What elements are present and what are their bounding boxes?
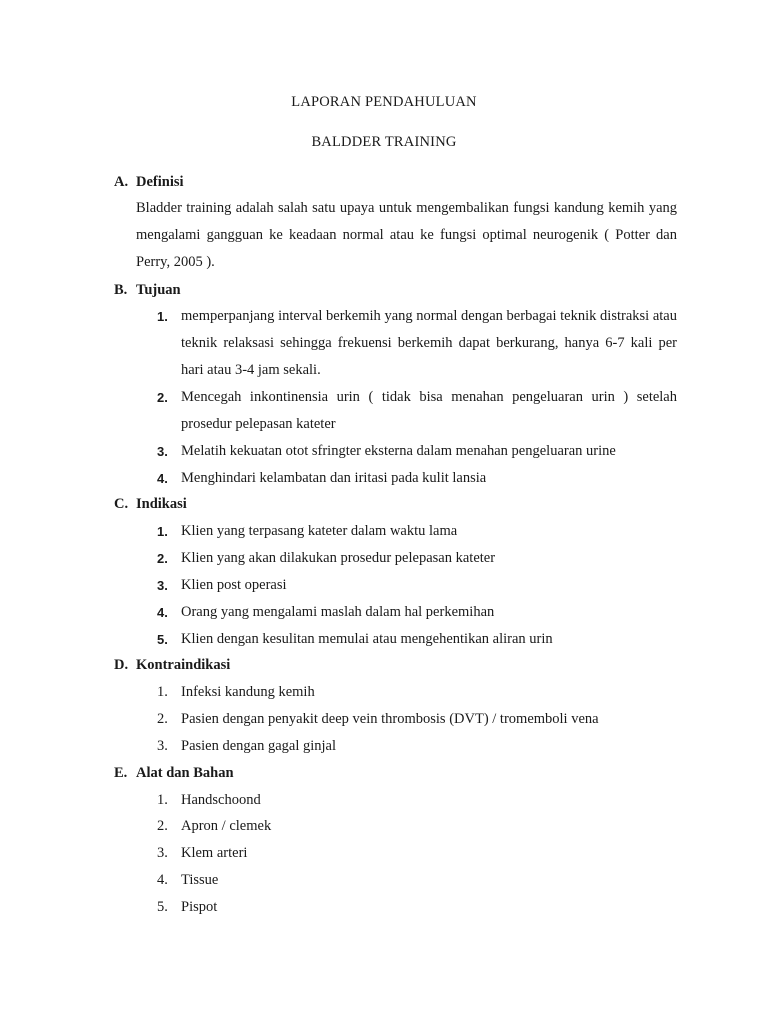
section-title: Indikasi (136, 496, 187, 512)
list-number: 2. (157, 818, 168, 834)
list-item (157, 679, 677, 706)
list-item (157, 867, 677, 894)
section-title: Alat dan Bahan (136, 765, 234, 781)
list-number: 2. (157, 711, 168, 727)
list-number: 4. (157, 605, 168, 620)
list-item (157, 706, 677, 733)
list-item (157, 787, 677, 814)
list-number: 3. (157, 738, 168, 754)
section-title: Definisi (136, 174, 184, 190)
section-letter: B. (114, 282, 128, 298)
list-item (157, 384, 677, 438)
list-text: Orang yang mengalami maslah dalam hal perkemihan (181, 604, 495, 620)
list-item (157, 894, 677, 921)
list-item (157, 438, 677, 465)
list-text: Pasien dengan gagal ginjal (181, 738, 337, 754)
list-text: Infeksi kandung kemih (181, 684, 315, 700)
list-item (157, 733, 677, 760)
document-subtitle: BALDDER TRAINING (311, 134, 457, 150)
list-text: Tissue (181, 872, 219, 888)
section-a-paragraph: Bladder training adalah salah satu upaya untuk mengembalikan fungsi kandung kemih yang mengalami gangguan ke keadaan normal atau ke fungsi optimal neurogenik ( Potter dan Perry, 2005 ). (136, 200, 677, 270)
list-item (157, 465, 677, 492)
list-item (157, 518, 677, 545)
list-item (157, 599, 677, 626)
section-c-heading (114, 496, 187, 513)
list-number: 2. (157, 390, 168, 405)
document-title: LAPORAN PENDAHULUAN (291, 94, 477, 110)
list-text: Klien yang terpasang kateter dalam waktu lama (181, 523, 458, 539)
list-number: 5. (157, 632, 168, 647)
list-text: Pispot (181, 899, 218, 915)
list-number: 3. (157, 444, 168, 459)
list-number: 1. (157, 684, 168, 700)
section-letter: A. (114, 174, 129, 190)
section-a-heading (114, 174, 184, 191)
list-text: Melatih kekuatan otot sfringter eksterna dalam menahan pengeluaran urine (181, 443, 616, 459)
list-text: Klien dengan kesulitan memulai atau mengehentikan aliran urin (181, 631, 553, 647)
list-item (157, 572, 677, 599)
list-text: Apron / clemek (181, 818, 272, 834)
section-letter: D. (114, 657, 129, 673)
section-title: Kontraindikasi (136, 657, 231, 673)
list-item (157, 626, 677, 653)
list-item (157, 840, 677, 867)
list-number: 1. (157, 309, 168, 324)
list-number: 3. (157, 845, 168, 861)
list-number: 2. (157, 551, 168, 566)
section-letter: E. (114, 765, 128, 781)
list-item (157, 303, 677, 384)
list-text: Klien post operasi (181, 577, 287, 593)
list-number: 5. (157, 899, 168, 915)
list-text: Klem arteri (181, 845, 248, 861)
section-letter: C. (114, 496, 129, 512)
list-number: 4. (157, 471, 168, 486)
list-text: Pasien dengan penyakit deep vein thrombosis (DVT) / tromemboli vena (181, 711, 599, 727)
list-text: Handschoond (181, 792, 261, 808)
list-text: Menghindari kelambatan dan iritasi pada kulit lansia (181, 470, 487, 486)
section-title: Tujuan (136, 282, 181, 298)
list-text: memperpanjang interval berkemih yang normal dengan berbagai teknik distraksi atau teknik relaksasi sehingga frekuensi berkemih dapat berkurang, hanya 6-7 kali per hari atau 3-4 jam sekali. (181, 308, 677, 378)
list-item (157, 813, 677, 840)
list-text: Mencegah inkontinensia urin ( tidak bisa menahan pengeluaran urin ) setelah prosedur pelepasan kateter (181, 389, 677, 432)
list-number: 1. (157, 524, 168, 539)
list-number: 1. (157, 792, 168, 808)
section-b-heading (114, 282, 181, 299)
list-number: 4. (157, 872, 168, 888)
list-item (157, 545, 677, 572)
list-number: 3. (157, 578, 168, 593)
section-d-heading (114, 657, 230, 674)
section-e-heading (114, 765, 234, 782)
list-text: Klien yang akan dilakukan prosedur pelepasan kateter (181, 550, 496, 566)
